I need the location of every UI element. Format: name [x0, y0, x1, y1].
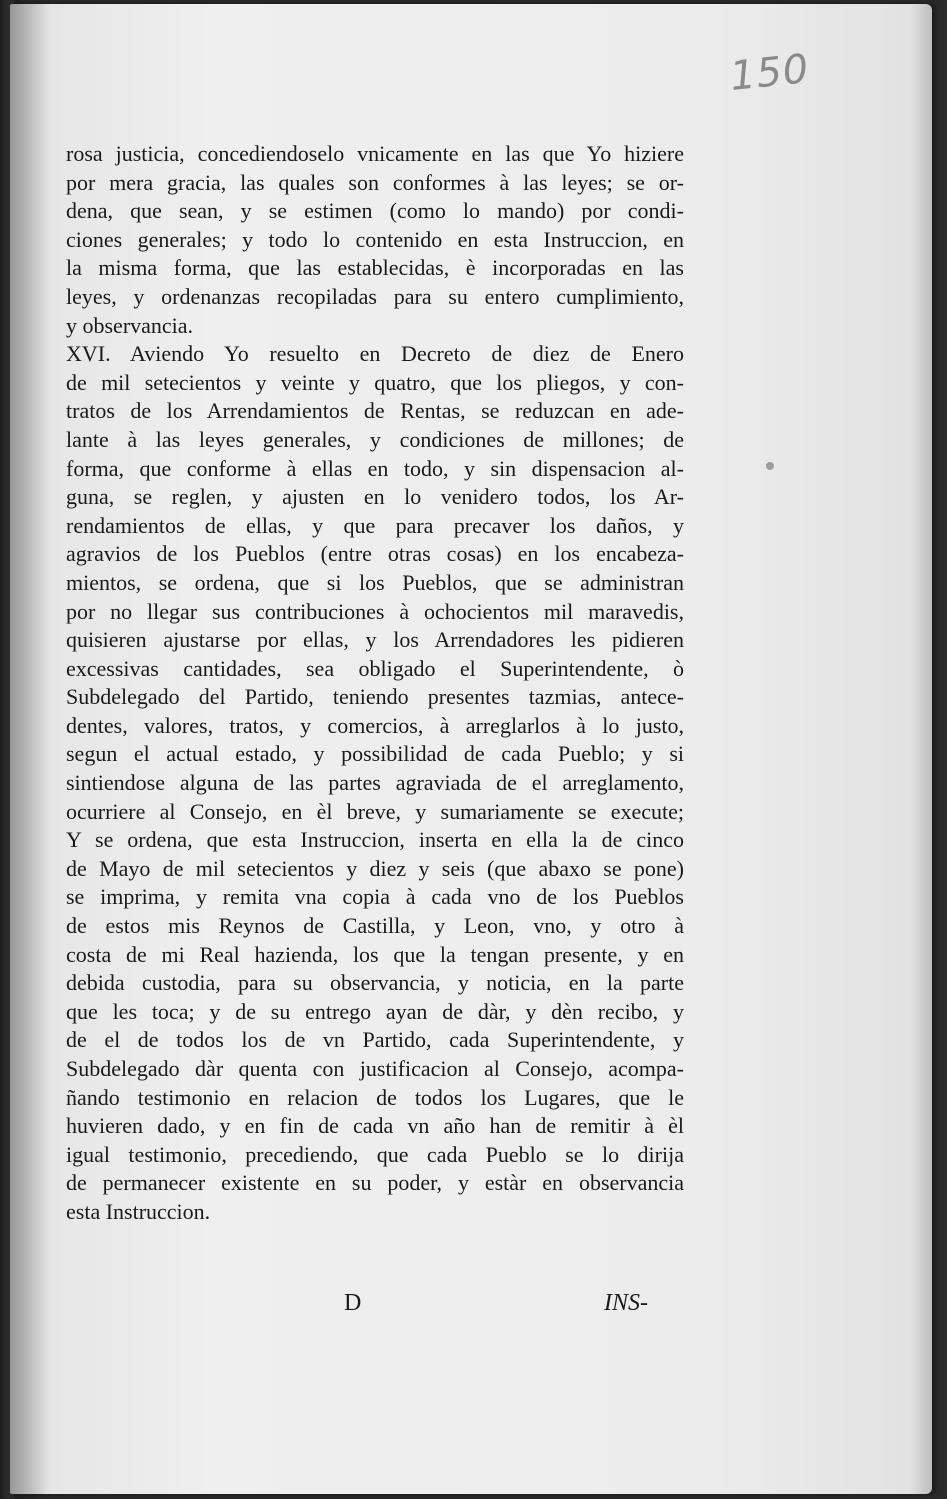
text-line: de el de todos los de vn Partido, cada Superintendente, y	[66, 1027, 684, 1053]
text-line: ciones generales; y todo lo contenido en esta Instruccion, en	[66, 226, 684, 252]
text-line: excessivas cantidades, sea obligado el Superintendente, ò	[66, 655, 684, 681]
signature-mark: D	[344, 1290, 362, 1316]
text-line: dentes, valores, tratos, y comercios, à arreglarlos à lo justo,	[66, 712, 684, 738]
text-line: y observancia.	[66, 312, 194, 338]
paper-spot	[766, 462, 774, 470]
text-line: agravios de los Pueblos (entre otras cosas) en los encabeza-	[66, 541, 684, 567]
text-line: de Mayo de mil setecientos y diez y seis (que abaxo se pone)	[66, 855, 684, 881]
text-line: forma, que conforme à ellas en todo, y sin dispensacion al-	[66, 455, 684, 481]
text-line: ocurriere al Consejo, en èl breve, y sumariamente se execute;	[66, 798, 684, 824]
text-line: quisieren ajustarse por ellas, y los Arrendadores les pidieren	[66, 627, 684, 653]
text-line: Y se ordena, que esta Instruccion, inserta en ella la de cinco	[66, 827, 684, 853]
text-line: tratos de los Arrendamientos de Rentas, se reduzcan en ade-	[66, 398, 684, 424]
text-line: debida custodia, para su observancia, y noticia, en la parte	[66, 970, 684, 996]
page-body-text	[66, 140, 684, 1227]
text-line: segun el actual estado, y possibilidad de cada Pueblo; y si	[66, 741, 684, 767]
text-line: mientos, se ordena, que si los Pueblos, que se administran	[66, 569, 684, 595]
text-line: Subdelegado dàr quenta con justificacion al Consejo, acompa-	[66, 1056, 684, 1081]
text-line: costa de mi Real hazienda, los que la tengan presente, y en	[66, 941, 684, 967]
text-line: se imprima, y remita vna copia à cada vno de los Pueblos	[66, 884, 684, 910]
text-line: leyes, y ordenanzas recopiladas para su entero cumplimiento,	[66, 283, 684, 309]
text-line: la misma forma, que las establecidas, è incorporadas en las	[66, 255, 684, 281]
text-line: por no llegar sus contribuciones à ochocientos mil maravedis,	[66, 598, 684, 624]
text-line: lante à las leyes generales, y condiciones de millones; de	[66, 426, 684, 452]
text-line: que les toca; y de su entrego ayan de dàr, y dèn recibo, y	[66, 998, 684, 1024]
text-line: ñando testimonio en relacion de todos los Lugares, que le	[66, 1084, 684, 1110]
text-line: igual testimonio, precediendo, que cada Pueblo se lo dirija	[66, 1141, 684, 1167]
text-line: rosa justicia, concediendoselo vnicamente en las que Yo hiziere	[66, 141, 684, 166]
text-line: de mil setecientos y veinte y quatro, que los pliegos, y con-	[66, 369, 684, 395]
text-line: de permanecer existente en su poder, y estàr en observancia	[66, 1170, 684, 1196]
catchword: INS-	[604, 1290, 648, 1316]
text-line: dena, que sean, y se estimen (como lo mando) por condi-	[66, 198, 684, 224]
text-line: guna, se reglen, y ajusten en lo venidero todos, los Ar-	[66, 484, 684, 510]
text-line: esta Instruccion.	[66, 1198, 211, 1224]
text-line: XVI. Aviendo Yo resuelto en Decreto de diez de Enero	[66, 341, 684, 367]
folio-number: 150	[727, 45, 812, 101]
text-line: por mera gracia, las quales son conformes à las leyes; se or-	[66, 169, 684, 195]
text-line: Subdelegado del Partido, teniendo presentes tazmias, antece-	[66, 684, 684, 710]
text-line: de estos mis Reynos de Castilla, y Leon, vno, y otro à	[66, 913, 684, 939]
text-line: sintiendose alguna de las partes agraviada de el arreglamento,	[66, 770, 684, 796]
text-line: rendamientos de ellas, y que para precaver los daños, y	[66, 512, 684, 538]
text-line: huvieren dado, y en fin de cada vn año han de remitir à èl	[66, 1113, 684, 1139]
